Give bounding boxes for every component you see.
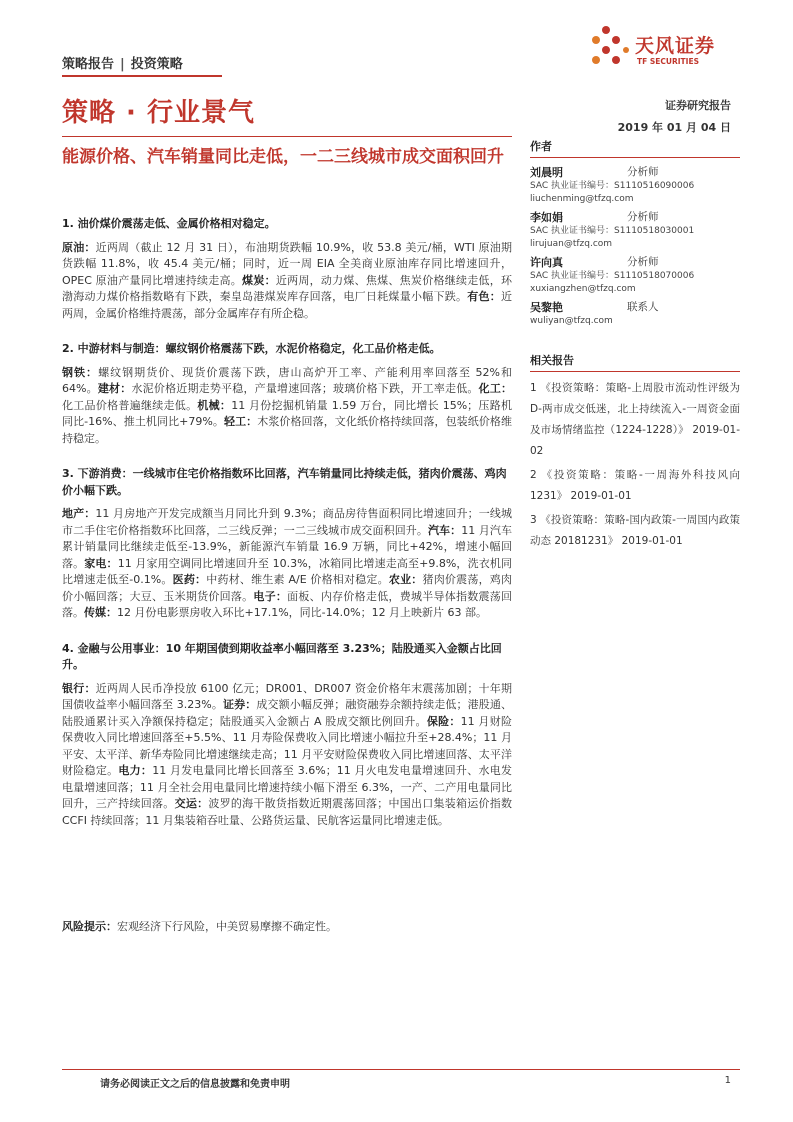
author-sac-number: SAC 执业证书编号：S1110516090006 [530, 181, 695, 191]
sector-label: 化工： [478, 382, 513, 395]
sector-label: 电子： [253, 589, 288, 603]
section-title: 4. 金融与公用事业：10 年期国债到期收益率小幅回落至 3.23%；陆股通买入金额占比回升。 [62, 641, 502, 671]
section-paragraph [62, 240, 512, 323]
sector-label: 交运： [174, 797, 209, 810]
sector-text: 猪肉价震荡，鸡肉价小幅回落；大豆、玉米期货价回落。 [62, 573, 512, 603]
risk-label: 风险提示： [62, 920, 117, 933]
sector-label: 钢铁： [62, 365, 99, 379]
sector-text: 11 月房地产开发完成额当月同比升到 9.3%；商品房待售面积同比增速回升；一线城市二手住宅价格指数环比回落，二三线反弹；一二三线城市成交面积回升。 [62, 507, 513, 537]
author-role: 联系人 [627, 301, 659, 313]
author-email[interactable]: lirujuan@tfzq.com [530, 239, 613, 249]
author-name: 李如娟 [530, 211, 563, 224]
sector-text: 木浆价格回落，文化纸价格持续回落，包装纸价格维持稳定。 [62, 415, 513, 445]
author-role: 分析师 [627, 211, 659, 223]
sector-text: 成交额小幅反弹；融资融券余额持续走低；港股通、陆股通累计买入净额保持稳定；陆股通买入金额占 A 股成交额比例回升。 [62, 698, 512, 728]
section-4 [62, 641, 512, 830]
section-paragraph [62, 506, 512, 622]
section-2 [62, 341, 512, 447]
related-report-link[interactable]: 3 《投资策略：策略-国内政策-一周国内政策动态 20181231》 2019-01-01 [530, 514, 740, 547]
footer-disclaimer: 请务必阅读正文之后的信息披露和免责申明 [100, 1079, 290, 1090]
tf-securities-logo-icon [588, 22, 634, 72]
page-title: 策略 · 行业景气 [62, 98, 255, 128]
author-entry [530, 299, 740, 328]
sector-text: 11 月汽车累计销量同比继续走低至-13.9%，新能源汽车销量 16.9 万辆，同比+42%，增速小幅回落。 [62, 523, 513, 570]
author-email[interactable]: xuxiangzhen@tfzq.com [530, 284, 636, 294]
related-list [530, 378, 740, 552]
author-sac-number: SAC 执业证书编号：S1110518070006 [530, 271, 695, 281]
sector-label: 农业： [388, 573, 423, 586]
footer-divider [62, 1069, 740, 1070]
author-entry [530, 209, 740, 251]
sector-text: 化工品价格普遍继续走低。 [62, 398, 198, 412]
author-sac-number: SAC 执业证书编号：S1110518030001 [530, 226, 695, 236]
section-title: 2. 中游材料与制造：螺纹钢价格震荡下跌，水泥价格稳定，化工品价格走低。 [62, 342, 441, 355]
report-type: 证券研究报告 [665, 99, 731, 112]
sector-label: 传媒： [84, 606, 117, 619]
sector-text: 近两周人民币净投放 6100 亿元；DR001、DR007 资金价格年末震荡加剧；十年期国债收益率小幅回落至 3.23%。 [62, 681, 512, 711]
author-name: 许向真 [530, 256, 563, 269]
sector-label: 汽车： [427, 523, 462, 537]
sector-text: 11 月发电量同比增长回落至 3.6%；11 月火电发电量增速回升、水电发电量增速回落；11 月全社会用电量同比增速持续小幅下滑至 6.3%，一产、二产用电量同比回升，三产持续回落。 [62, 764, 513, 810]
risk-text: 宏观经济下行风险，中美贸易摩擦不确定性。 [117, 920, 337, 933]
sector-text: 面板、内存价格走低，费城半导体指数震荡回落。 [62, 589, 513, 619]
title-divider [62, 136, 512, 137]
author-role: 分析师 [627, 256, 659, 268]
report-subtitle: 能源价格、汽车销量同比走低，一二三线城市成交面积回升 [62, 147, 504, 167]
sector-text: 近两周，金属价格维持震荡，部分金属库存有所企稳。 [62, 290, 513, 320]
author-entry [530, 164, 740, 206]
sector-text: 12 月份电影票房收入环比+17.1%，同比-14.0%；12 月上映新片 63 部。 [117, 606, 488, 619]
authors-heading: 作者 [530, 138, 740, 158]
report-date: 2019 年 01 月 04 日 [617, 121, 731, 134]
related-report-link[interactable]: 1 《投资策略：策略-上周股市流动性评级为 D-两市成交低迷，北上持续流入-一周资金面及市场情绪监控（1224-1228）》 2019-01-02 [530, 382, 740, 457]
sector-label: 有色： [467, 290, 502, 303]
sector-label: 保险： [426, 714, 461, 728]
sector-label: 医药： [172, 573, 207, 586]
sector-text: 波罗的海干散货指数近期震荡回落；中国出口集装箱运价指数 CCFI 持续回落；11 月集装箱吞吐量、公路货运量、民航客运量同比增速走低。 [62, 797, 513, 827]
main-content [62, 216, 512, 848]
section-title: 3. 下游消费：一线城市住宅价格指数环比回落，汽车销量同比持续走低，猪肉价震荡、鸡肉价小幅下跌。 [62, 467, 507, 497]
brand-name: 天风证券 [635, 35, 716, 57]
header-underline [62, 75, 222, 77]
sector-label: 煤炭： [242, 273, 276, 287]
author-role: 分析师 [627, 166, 659, 178]
sector-text: 近两周（截止 12 月 31 日），布油期货跌幅 10.9%，收 53.8 美元/桶，WTI 原油期货跌幅 11.8%，收 45.4 美元/桶；同时，近一周 EIA 全美商业原油库存同比增速回升，OPEC 原油产量同比增速持续走高。 [62, 240, 513, 287]
sector-text: 11 月份挖掘机销量 1.59 万台，同比增长 15%；压路机同比-16%、推土机同比+79%。 [62, 398, 512, 428]
section-paragraph [62, 365, 512, 448]
sector-label: 轻工： [223, 415, 258, 428]
brand-name-en: TF SECURITIES [637, 57, 699, 66]
sector-label: 家电： [84, 556, 118, 570]
author-email[interactable]: wuliyan@tfzq.com [530, 316, 613, 326]
author-list [530, 164, 740, 328]
sector-label: 电力： [118, 764, 153, 777]
sidebar [530, 138, 740, 555]
sector-label: 建材： [97, 382, 132, 395]
section-1 [62, 216, 512, 322]
subcategory-label: 投资策略 [130, 57, 183, 72]
author-name: 刘晨明 [530, 166, 563, 179]
sector-label: 银行： [62, 681, 96, 695]
risk-disclosure [62, 918, 337, 934]
related-reports [530, 352, 740, 552]
sector-text: 近两周，动力煤、焦煤、焦炭价格继续走低，环渤海动力煤价格指数略有下跌，秦皇岛港煤炭库存回落，电厂日耗煤量小幅下跌。 [62, 273, 513, 303]
report-category: 策略报告 | 投资策略 [62, 57, 183, 72]
sector-text: 水泥价格近期走势平稳，产量增速回落；玻璃价格下跌，开工率走低。 [131, 382, 479, 395]
author-name: 吴黎艳 [530, 301, 563, 314]
page-number: 1 [724, 1075, 731, 1086]
related-heading: 相关报告 [530, 352, 740, 372]
related-report-link[interactable]: 2 《投资策略：策略-一周海外科技风向 1231》 2019-01-01 [530, 469, 740, 502]
sector-text: 中药材、维生素 A/E 价格相对稳定。 [206, 573, 389, 586]
section-paragraph [62, 681, 512, 830]
author-email[interactable]: liuchenming@tfzq.com [530, 194, 634, 204]
section-3 [62, 466, 512, 622]
sector-label: 机械： [197, 398, 232, 412]
section-title: 1. 油价煤价震荡走低、金属价格相对稳定。 [62, 217, 276, 230]
sector-text: 11 月家用空调同比增速回升至 10.3%，冰箱同比增速走高至+9.8%，洗衣机同比增速走低至-0.1%。 [62, 556, 512, 586]
sector-label: 证券： [223, 698, 257, 711]
category-label: 策略报告 [62, 57, 115, 72]
sector-text: 11 月财险保费收入同比增速回落至+5.5%、11 月寿险保费收入同比增速小幅拉升至+28.4%；11 月平安、太平洋、新华寿险同比增速继续走高；11 月平安财险保费收入同比增速回落、太平洋财险稳定。 [62, 714, 512, 777]
sector-label: 地产： [62, 507, 96, 520]
author-entry [530, 254, 740, 296]
sector-label: 原油： [62, 240, 96, 254]
sector-text: 螺纹钢期货价、现货价震荡下跌，唐山高炉开工率、产能利用率回落至 52%和 64%。 [62, 365, 512, 395]
